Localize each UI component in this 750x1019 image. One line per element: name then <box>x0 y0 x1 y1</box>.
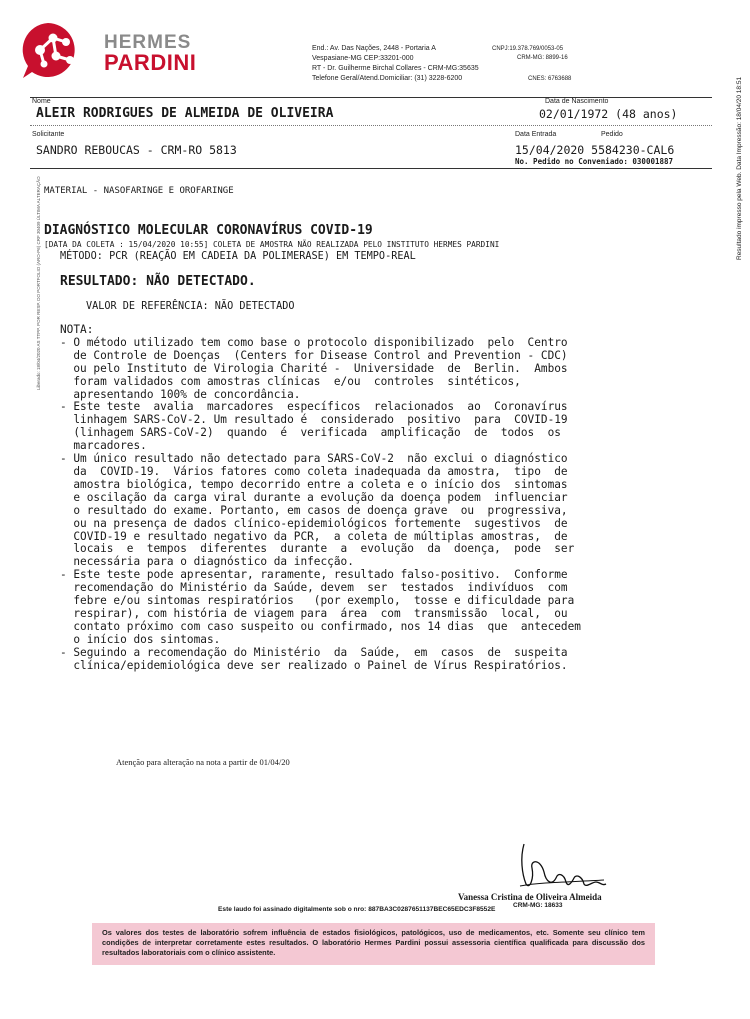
requester-name: SANDRO REBOUCAS - CRM-RO 5813 <box>36 143 237 157</box>
print-info-vertical: Resultado impresso pela Web. Data Impressão: 18/04/20 18:51 <box>736 76 743 260</box>
lab-address: End.: Av. Das Nações, 2448 - Portaria A <box>312 45 436 52</box>
signatory-name: Vanessa Cristina de Oliveira Almeida <box>458 892 602 902</box>
footer-text: Os valores dos testes de laboratório sofrem influência de estados fisiológicos, patológicos, uso de medicamentos, etc. Somente seu clínico tem condições de interpretar corretamente estes resultados. O laboratório Hermes Pardini possui assessoria científica qualificada para discussão dos resultados laboratoriais com o clínico assistente. <box>102 928 645 957</box>
divider <box>30 97 712 98</box>
collection-info: [DATA DA COLETA : 15/04/2020 10:55] COLETA DE AMOSTRA NÃO REALIZADA PELO INSTITUTO HERMES PARDINI <box>44 240 500 249</box>
molecule-logo-icon <box>20 20 98 80</box>
exam-result: RESULTADO: NÃO DETECTADO. <box>60 274 256 289</box>
exam-method: MÉTODO: PCR (REAÇÃO EM CADEIA DA POLIMERASE) EM TEMPO-REAL <box>60 251 416 262</box>
entry-label: Data Entrada <box>515 131 557 138</box>
name-label: Nome <box>32 98 51 105</box>
notes-block: NOTA: - O método utilizado tem como base o protocolo disponibilizado pelo Centro de Controle de Doenças (Centers for Disease Control and Prevention - CDC) ou pelo Instituto de Virologia Charité - Universidade de Berlin. Ambos foram validados com amostras clínicas e/ou controles sintéticos, apresentando 100% de concordância. - Este teste avalia marcadores específicos relacionados ao Coronavírus linhagem SARS-CoV-2. Um resultado é considerado positivo para COVID-19 (linhagem SARS-CoV-2) quando é verificada amplificação de todos os marcadores. - Um único resultado não detectado para SARS-CoV-2 não exclui o diagnóstico da COVID-19. Vários fatores como coleta inadequada da amostra, tipo de amostra biológica, tempo decorrido entre a coleta e o início dos sintomas e oscilação da carga viral durante a evolução da doença podem influenciar o resultado do exame. Portanto, em casos de doença grave ou progressiva, ou na presença de dados clínico-epidemiológicos fortemente sugestivos de COVID-19 e resultado negativo da PCR, a coleta de múltiplas amostras, de locais e tempos diferentes durante a evolução da doença, pode ser necessária para o diagnóstico da infecção. - Este teste pode apresentar, raramente, resultado falso-positivo. Conforme recomendação do Ministério da Saúde, devem ser testados indivíduos com febre e/ou sintomas respiratórios (por exemplo, tosse e dificuldade para respirar), com história de viagem para área com transmissão local, ou contato próximo com caso suspeito ou confirmado, nos 14 dias que antecedem o início dos sintomas. - Seguindo a recomendação do Ministério da Saúde, em casos de suspeita clínica/epidemiológica deve ser realizado o Painel de Vírus Respiratórios. <box>60 323 581 672</box>
exam-title: DIAGNÓSTICO MOLECULAR CORONAVÍRUS COVID-19 <box>44 223 373 238</box>
signatory-crm: CRM-MG: 18633 <box>513 902 563 909</box>
agreement-number: No. Pedido no Conveniado: 030001887 <box>515 157 674 166</box>
order-label: Pedido <box>601 131 623 138</box>
brand-line1: HERMES <box>104 32 192 53</box>
footer-disclaimer <box>92 923 655 965</box>
lab-phone: Telefone Geral/Atend.Domiciliar: (31) 3228-6200 <box>312 75 463 82</box>
divider <box>30 168 712 169</box>
lab-city: Vespasiane-MG CEP:33201-000 <box>312 55 414 62</box>
release-info-vertical: Liberado: 18/04/2020 AS TTPP. POR RESP. DO PORTFOLIO (ARO-P6) CRF 30409 ÚLTIMA ALTERAÇÃO <box>36 176 41 390</box>
reference-value: VALOR DE REFERÊNCIA: NÃO DETECTADO <box>86 301 295 312</box>
patient-dob: 02/01/1972 (48 anos) <box>539 107 678 121</box>
lab-cnes: CNES: 6763688 <box>528 76 572 82</box>
lab-rt: RT - Dr. Guilherme Birchal Collares - CRM-MG:35635 <box>312 65 479 72</box>
brand-line2: PARDINI <box>104 50 197 75</box>
logo <box>20 20 98 80</box>
divider <box>30 125 712 126</box>
digital-signature-note: Este laudo foi assinado digitalmente sob o nro: 887BA3C0287651137BEC65EDC3F8552E <box>218 906 496 913</box>
patient-name: ALEIR RODRIGUES DE ALMEIDA DE OLIVEIRA <box>36 106 334 121</box>
lab-crm: CRM-MG: 8899-16 <box>517 55 568 61</box>
material: MATERIAL - NASOFARINGE E OROFARINGE <box>44 186 234 196</box>
change-notice: Atenção para alteração na nota a partir de 01/04/20 <box>116 757 290 767</box>
lab-cnpj: CNPJ:19.378.769/0053-05 <box>492 46 564 52</box>
signature-graphic <box>512 838 612 894</box>
dob-label: Data de Nascimento <box>545 98 609 105</box>
entry-order: 15/04/2020 5584230-CAL6 <box>515 143 675 157</box>
requester-label: Solicitante <box>32 131 65 138</box>
